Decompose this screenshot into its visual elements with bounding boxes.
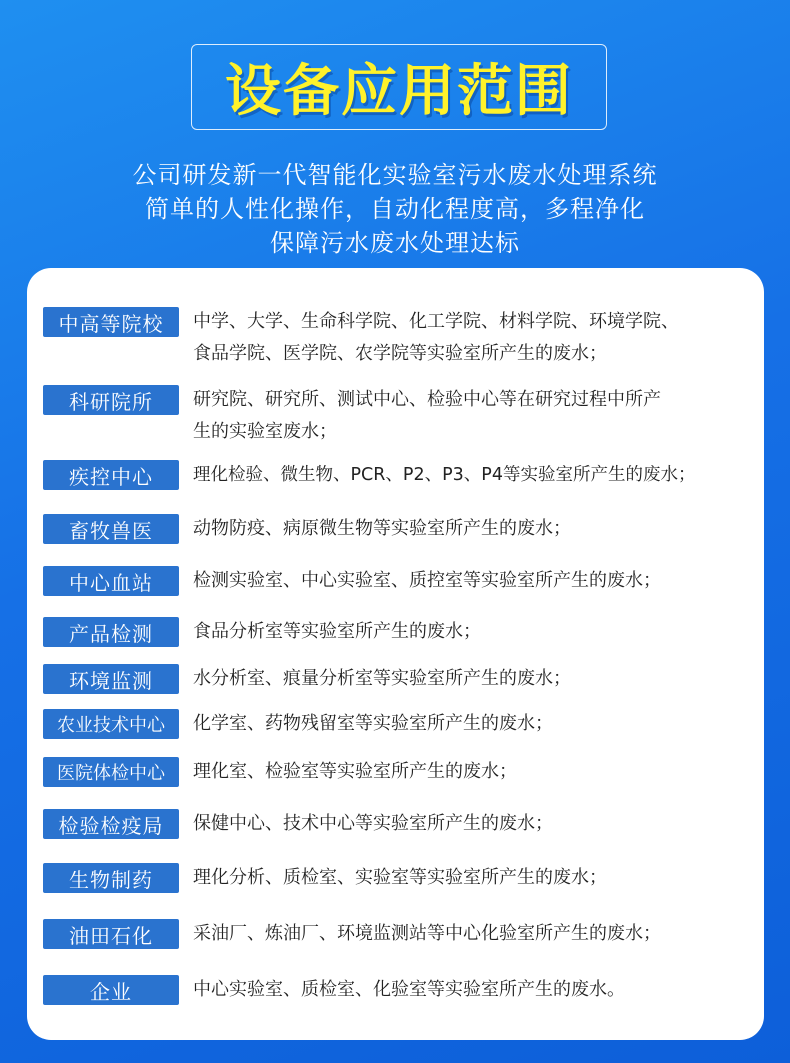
category-label: 农业技术中心 bbox=[43, 709, 179, 739]
subtitle-line: 简单的人性化操作，自动化程度高，多程净化 bbox=[145, 195, 645, 223]
category-label: 油田石化 bbox=[43, 919, 179, 949]
category-description bbox=[193, 808, 758, 840]
category-label: 中高等院校 bbox=[43, 307, 179, 337]
category-label: 畜牧兽医 bbox=[43, 514, 179, 544]
description-line: 生的实验室废水； bbox=[193, 421, 337, 442]
category-description bbox=[193, 862, 758, 894]
category-label: 产品检测 bbox=[43, 617, 179, 647]
description-line: 食品分析室等实验室所产生的废水； bbox=[193, 621, 481, 642]
description-line: 检测实验室、中心实验室、质控室等实验室所产生的废水； bbox=[193, 570, 661, 591]
category-description bbox=[193, 708, 758, 740]
category-description bbox=[193, 663, 758, 695]
description-line: 研究院、研究所、测试中心、检验中心等在研究过程中所产 bbox=[193, 389, 661, 410]
description-line: 中心实验室、质检室、化验室等实验室所产生的废水。 bbox=[193, 979, 625, 1000]
description-line: 水分析室、痕量分析室等实验室所产生的废水； bbox=[193, 668, 571, 689]
category-description bbox=[193, 459, 763, 491]
page-title: 设备应用范围 bbox=[225, 59, 573, 124]
description-line: 采油厂、炼油厂、环境监测站等中心化验室所产生的废水； bbox=[193, 923, 661, 944]
category-description bbox=[193, 616, 758, 648]
category-label: 生物制药 bbox=[43, 863, 179, 893]
category-description bbox=[193, 513, 758, 545]
category-description bbox=[193, 756, 758, 788]
category-description bbox=[193, 565, 758, 597]
category-description bbox=[193, 306, 758, 370]
description-line: 理化分析、质检室、实验室等实验室所产生的废水； bbox=[193, 867, 607, 888]
subtitle-line: 公司研发新一代智能化实验室污水废水处理系统 bbox=[132, 161, 658, 189]
application-card bbox=[27, 268, 764, 1040]
description-line: 理化室、检验室等实验室所产生的废水； bbox=[193, 761, 517, 782]
category-label: 环境监测 bbox=[43, 664, 179, 694]
subtitle-line: 保障污水废水处理达标 bbox=[270, 229, 520, 257]
subtitle bbox=[0, 158, 790, 260]
category-label: 检验检疫局 bbox=[43, 809, 179, 839]
category-label: 医院体检中心 bbox=[43, 757, 179, 787]
description-line: 化学室、药物残留室等实验室所产生的废水； bbox=[193, 713, 553, 734]
category-label: 疾控中心 bbox=[43, 460, 179, 490]
description-line: 理化检验、微生物、PCR、P2、P3、P4等实验室所产生的废水； bbox=[193, 465, 696, 485]
description-line: 食品学院、医学院、农学院等实验室所产生的废水； bbox=[193, 343, 607, 364]
category-description bbox=[193, 974, 758, 1006]
category-label: 科研院所 bbox=[43, 385, 179, 415]
category-description bbox=[193, 384, 758, 448]
description-line: 保健中心、技术中心等实验室所产生的废水； bbox=[193, 813, 553, 834]
title-box bbox=[191, 44, 607, 130]
category-label: 中心血站 bbox=[43, 566, 179, 596]
description-line: 中学、大学、生命科学院、化工学院、材料学院、环境学院、 bbox=[193, 311, 679, 332]
category-description bbox=[193, 918, 758, 950]
category-label: 企业 bbox=[43, 975, 179, 1005]
description-line: 动物防疫、病原微生物等实验室所产生的废水； bbox=[193, 518, 571, 539]
